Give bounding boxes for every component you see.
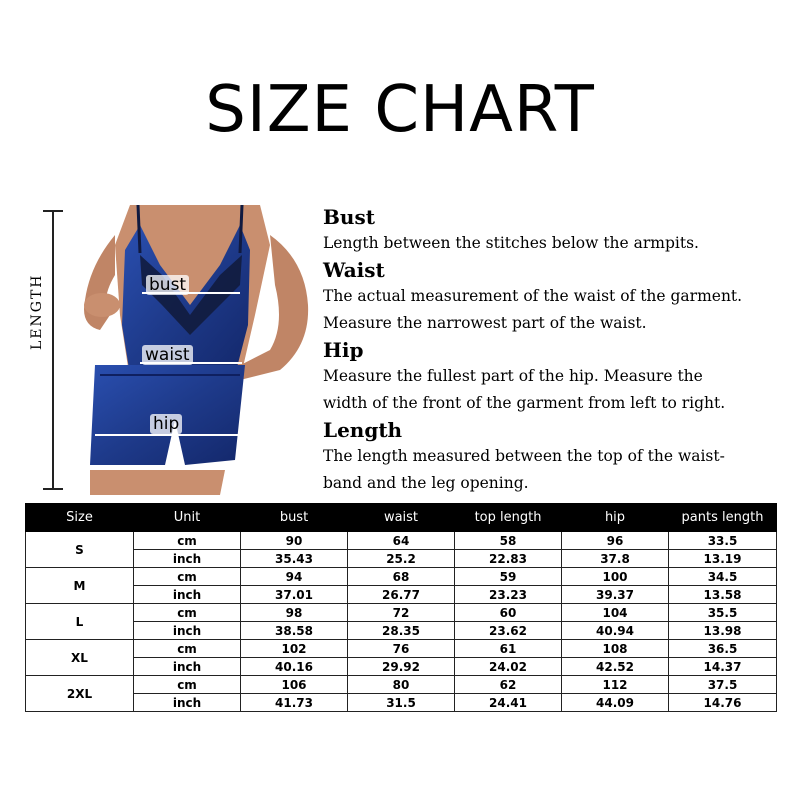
measurement-descriptions — [323, 204, 793, 497]
value-cell: 39.37 — [562, 586, 669, 604]
value-cell: 100 — [562, 568, 669, 586]
model-legs — [90, 470, 225, 495]
table-row — [26, 550, 777, 568]
length-description — [323, 417, 793, 497]
unit-cell: cm — [134, 604, 241, 622]
value-cell: 104 — [562, 604, 669, 622]
model-illustration — [70, 205, 320, 495]
length-indicator-label: LENGTH — [29, 273, 45, 350]
value-cell: 14.37 — [669, 658, 777, 676]
description-line: width of the front of the garment from left to right. — [323, 394, 726, 412]
value-cell: 76 — [348, 640, 455, 658]
description-heading: Waist — [323, 258, 385, 282]
hip-description — [323, 337, 793, 417]
value-cell: 44.09 — [562, 694, 669, 712]
length-indicator-cap-bottom — [43, 488, 63, 490]
value-cell: 26.77 — [348, 586, 455, 604]
unit-cell: cm — [134, 532, 241, 550]
value-cell: 24.41 — [455, 694, 562, 712]
page-title: SIZE CHART — [205, 73, 595, 147]
value-cell: 37.8 — [562, 550, 669, 568]
table-row — [26, 640, 777, 658]
description-line: Measure the fullest part of the hip. Measure the — [323, 367, 703, 385]
value-cell: 64 — [348, 532, 455, 550]
value-cell: 23.62 — [455, 622, 562, 640]
value-cell: 102 — [241, 640, 348, 658]
description-line: Length between the stitches below the armpits. — [323, 234, 699, 252]
value-cell: 28.35 — [348, 622, 455, 640]
value-cell: 37.01 — [241, 586, 348, 604]
value-cell: 25.2 — [348, 550, 455, 568]
table-header-row — [26, 504, 777, 532]
unit-cell: cm — [134, 676, 241, 694]
waist-description — [323, 257, 793, 337]
description-heading: Hip — [323, 338, 364, 362]
unit-cell: inch — [134, 550, 241, 568]
value-cell: 36.5 — [669, 640, 777, 658]
length-indicator-cap-top — [43, 210, 63, 212]
value-cell: 80 — [348, 676, 455, 694]
size-cell: S — [26, 532, 134, 568]
value-cell: 59 — [455, 568, 562, 586]
value-cell: 22.83 — [455, 550, 562, 568]
table-row — [26, 586, 777, 604]
size-cell: M — [26, 568, 134, 604]
unit-cell: cm — [134, 640, 241, 658]
value-cell: 24.02 — [455, 658, 562, 676]
column-header: Size — [26, 504, 134, 532]
value-cell: 33.5 — [669, 532, 777, 550]
value-cell: 35.43 — [241, 550, 348, 568]
unit-cell: inch — [134, 694, 241, 712]
table-row — [26, 622, 777, 640]
value-cell: 58 — [455, 532, 562, 550]
value-cell: 13.58 — [669, 586, 777, 604]
value-cell: 23.23 — [455, 586, 562, 604]
value-cell: 61 — [455, 640, 562, 658]
description-line: band and the leg opening. — [323, 474, 529, 492]
length-indicator-bar — [52, 210, 54, 490]
value-cell: 98 — [241, 604, 348, 622]
hip-figure-label: hip — [150, 414, 182, 434]
description-heading: Bust — [323, 205, 375, 229]
value-cell: 112 — [562, 676, 669, 694]
column-header: Unit — [134, 504, 241, 532]
value-cell: 38.58 — [241, 622, 348, 640]
bust-description — [323, 204, 793, 257]
waist-figure-label: waist — [142, 345, 193, 365]
value-cell: 106 — [241, 676, 348, 694]
value-cell: 40.16 — [241, 658, 348, 676]
value-cell: 40.94 — [562, 622, 669, 640]
column-header: waist — [348, 504, 455, 532]
value-cell: 37.5 — [669, 676, 777, 694]
value-cell: 96 — [562, 532, 669, 550]
table-row — [26, 658, 777, 676]
size-table — [25, 503, 777, 712]
description-line: Measure the narrowest part of the waist. — [323, 314, 647, 332]
column-header: pants length — [669, 504, 777, 532]
size-cell: 2XL — [26, 676, 134, 712]
unit-cell: inch — [134, 586, 241, 604]
column-header: top length — [455, 504, 562, 532]
value-cell: 72 — [348, 604, 455, 622]
table-body — [26, 532, 777, 712]
table-row — [26, 694, 777, 712]
column-header: bust — [241, 504, 348, 532]
value-cell: 68 — [348, 568, 455, 586]
value-cell: 13.19 — [669, 550, 777, 568]
size-cell: L — [26, 604, 134, 640]
value-cell: 31.5 — [348, 694, 455, 712]
table-row — [26, 532, 777, 550]
column-header: hip — [562, 504, 669, 532]
value-cell: 13.98 — [669, 622, 777, 640]
description-line: The length measured between the top of the waist- — [323, 447, 725, 465]
value-cell: 62 — [455, 676, 562, 694]
table-row — [26, 568, 777, 586]
unit-cell: cm — [134, 568, 241, 586]
value-cell: 29.92 — [348, 658, 455, 676]
size-cell: XL — [26, 640, 134, 676]
value-cell: 42.52 — [562, 658, 669, 676]
value-cell: 108 — [562, 640, 669, 658]
value-cell: 41.73 — [241, 694, 348, 712]
value-cell: 60 — [455, 604, 562, 622]
unit-cell: inch — [134, 658, 241, 676]
value-cell: 90 — [241, 532, 348, 550]
value-cell: 34.5 — [669, 568, 777, 586]
value-cell: 35.5 — [669, 604, 777, 622]
value-cell: 94 — [241, 568, 348, 586]
table-row — [26, 676, 777, 694]
description-heading: Length — [323, 418, 403, 442]
value-cell: 14.76 — [669, 694, 777, 712]
description-line: The actual measurement of the waist of the garment. — [323, 287, 743, 305]
bust-figure-label: bust — [146, 275, 189, 295]
table-row — [26, 604, 777, 622]
unit-cell: inch — [134, 622, 241, 640]
